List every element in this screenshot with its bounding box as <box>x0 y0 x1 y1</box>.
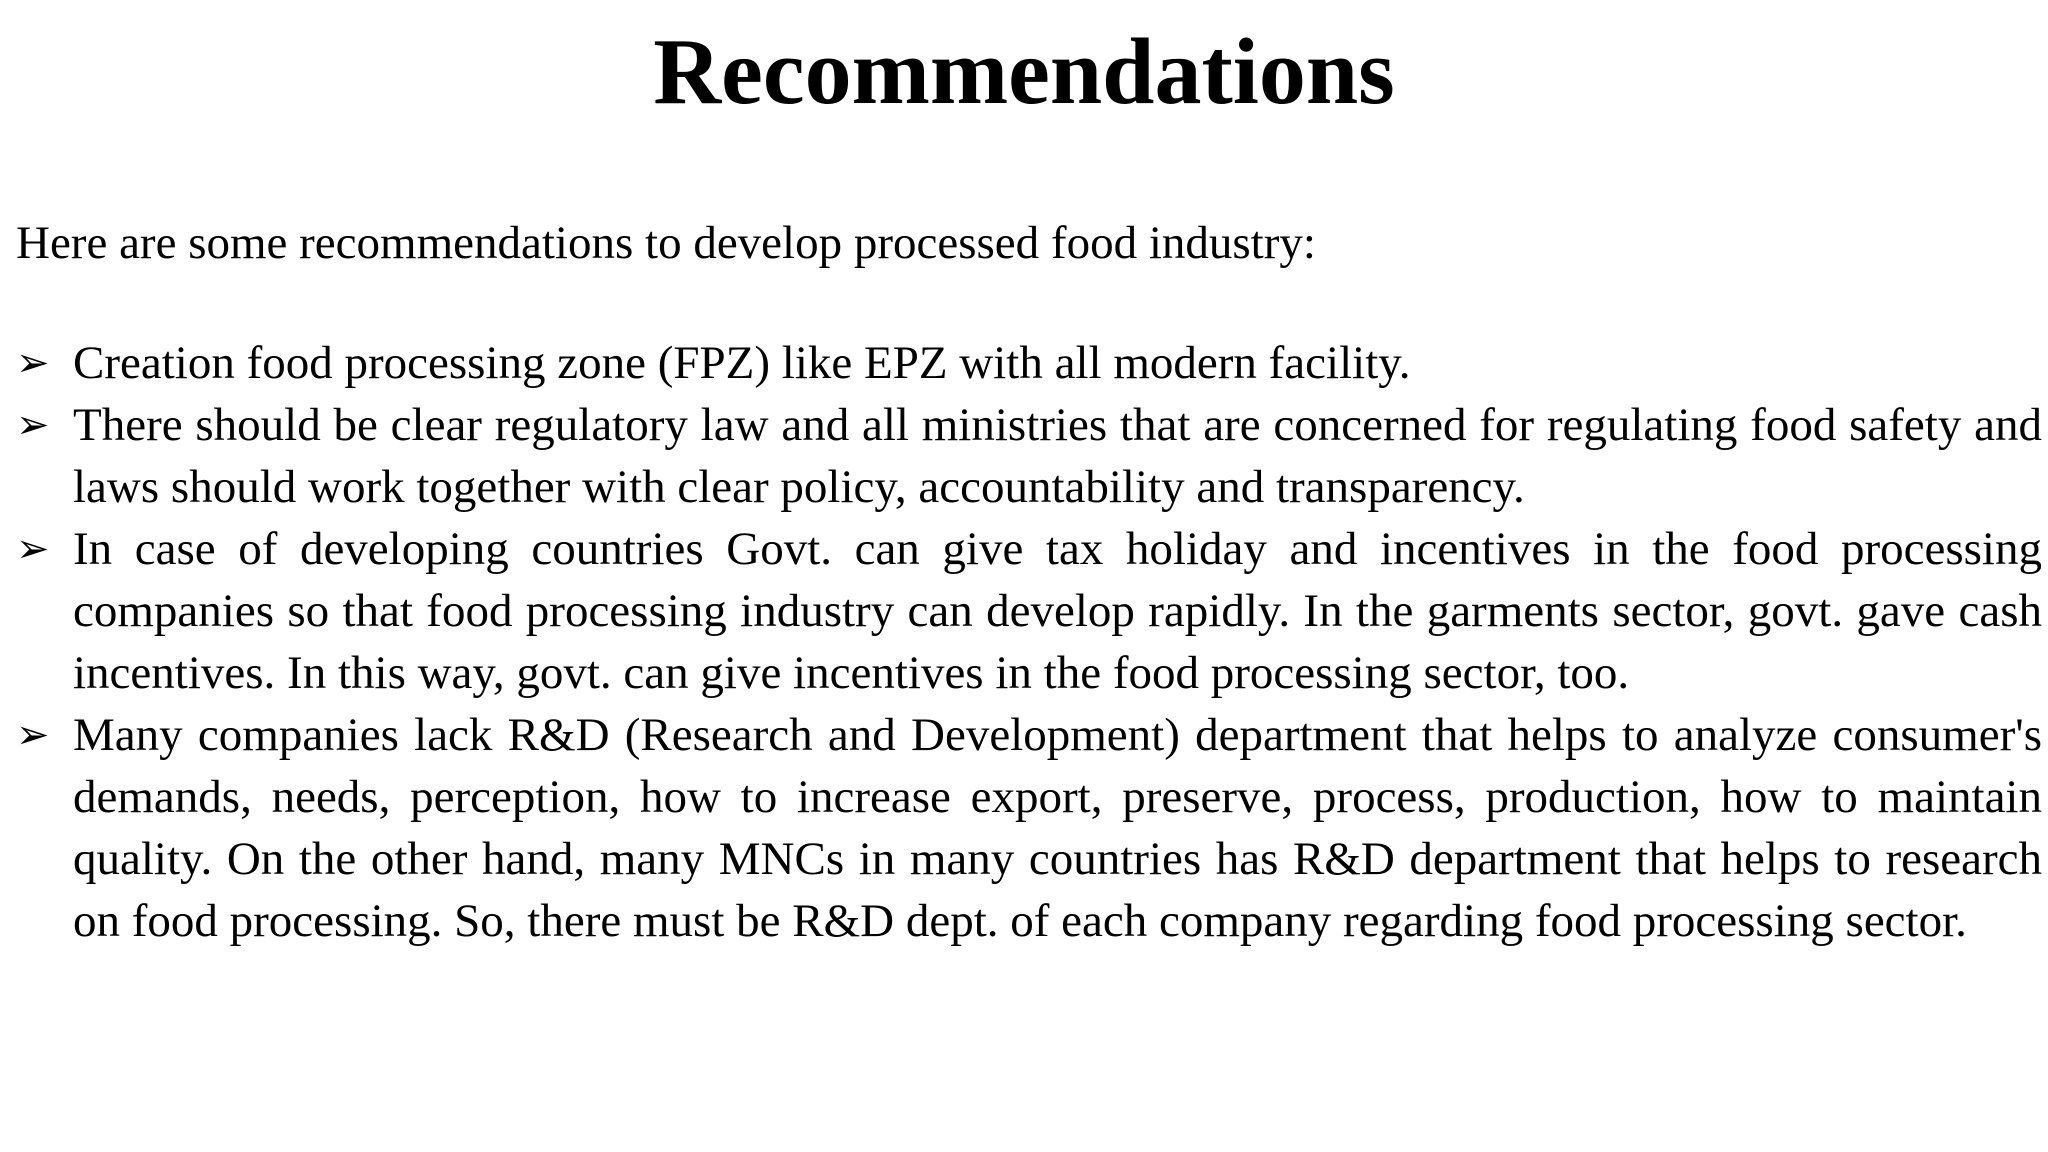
arrowhead-bullet-icon: ➢ <box>16 712 50 758</box>
list-item <box>16 704 2042 952</box>
list-item <box>16 518 2042 704</box>
intro-text: Here are some recommendations to develop processed food industry: <box>16 217 1316 269</box>
list-item-text: Creation food processing zone (FPZ) like EPZ with all modern facility. <box>73 337 1411 389</box>
list-item <box>16 394 2042 518</box>
arrowhead-bullet-icon: ➢ <box>16 526 50 572</box>
list-item-text: In case of developing countries Govt. can give tax holiday and incentives in the food processing companies so that food processing industry can develop rapidly. In the garments sector, govt. gave cash incentives. In this way, govt. can give incentives in the food processing sector, too. <box>73 523 2042 699</box>
list-item-text: Many companies lack R&D (Research and Development) department that helps to analyze consumer's demands, needs, perception, how to increase export, preserve, process, production, how to maintain quality. On the other hand, many MNCs in many countries has R&D department that helps to research on food processing. So, there must be R&D dept. of each company regarding food processing sector. <box>73 709 2042 947</box>
arrowhead-bullet-icon: ➢ <box>16 402 50 448</box>
list-item <box>16 332 2042 394</box>
list-item-text: There should be clear regulatory law and all ministries that are concerned for regulating food safety and laws should work together with clear policy, accountability and transparency. <box>73 399 2042 513</box>
recommendation-list <box>16 332 2042 952</box>
slide-title: Recommendations <box>653 20 1395 124</box>
arrowhead-bullet-icon: ➢ <box>16 340 50 386</box>
